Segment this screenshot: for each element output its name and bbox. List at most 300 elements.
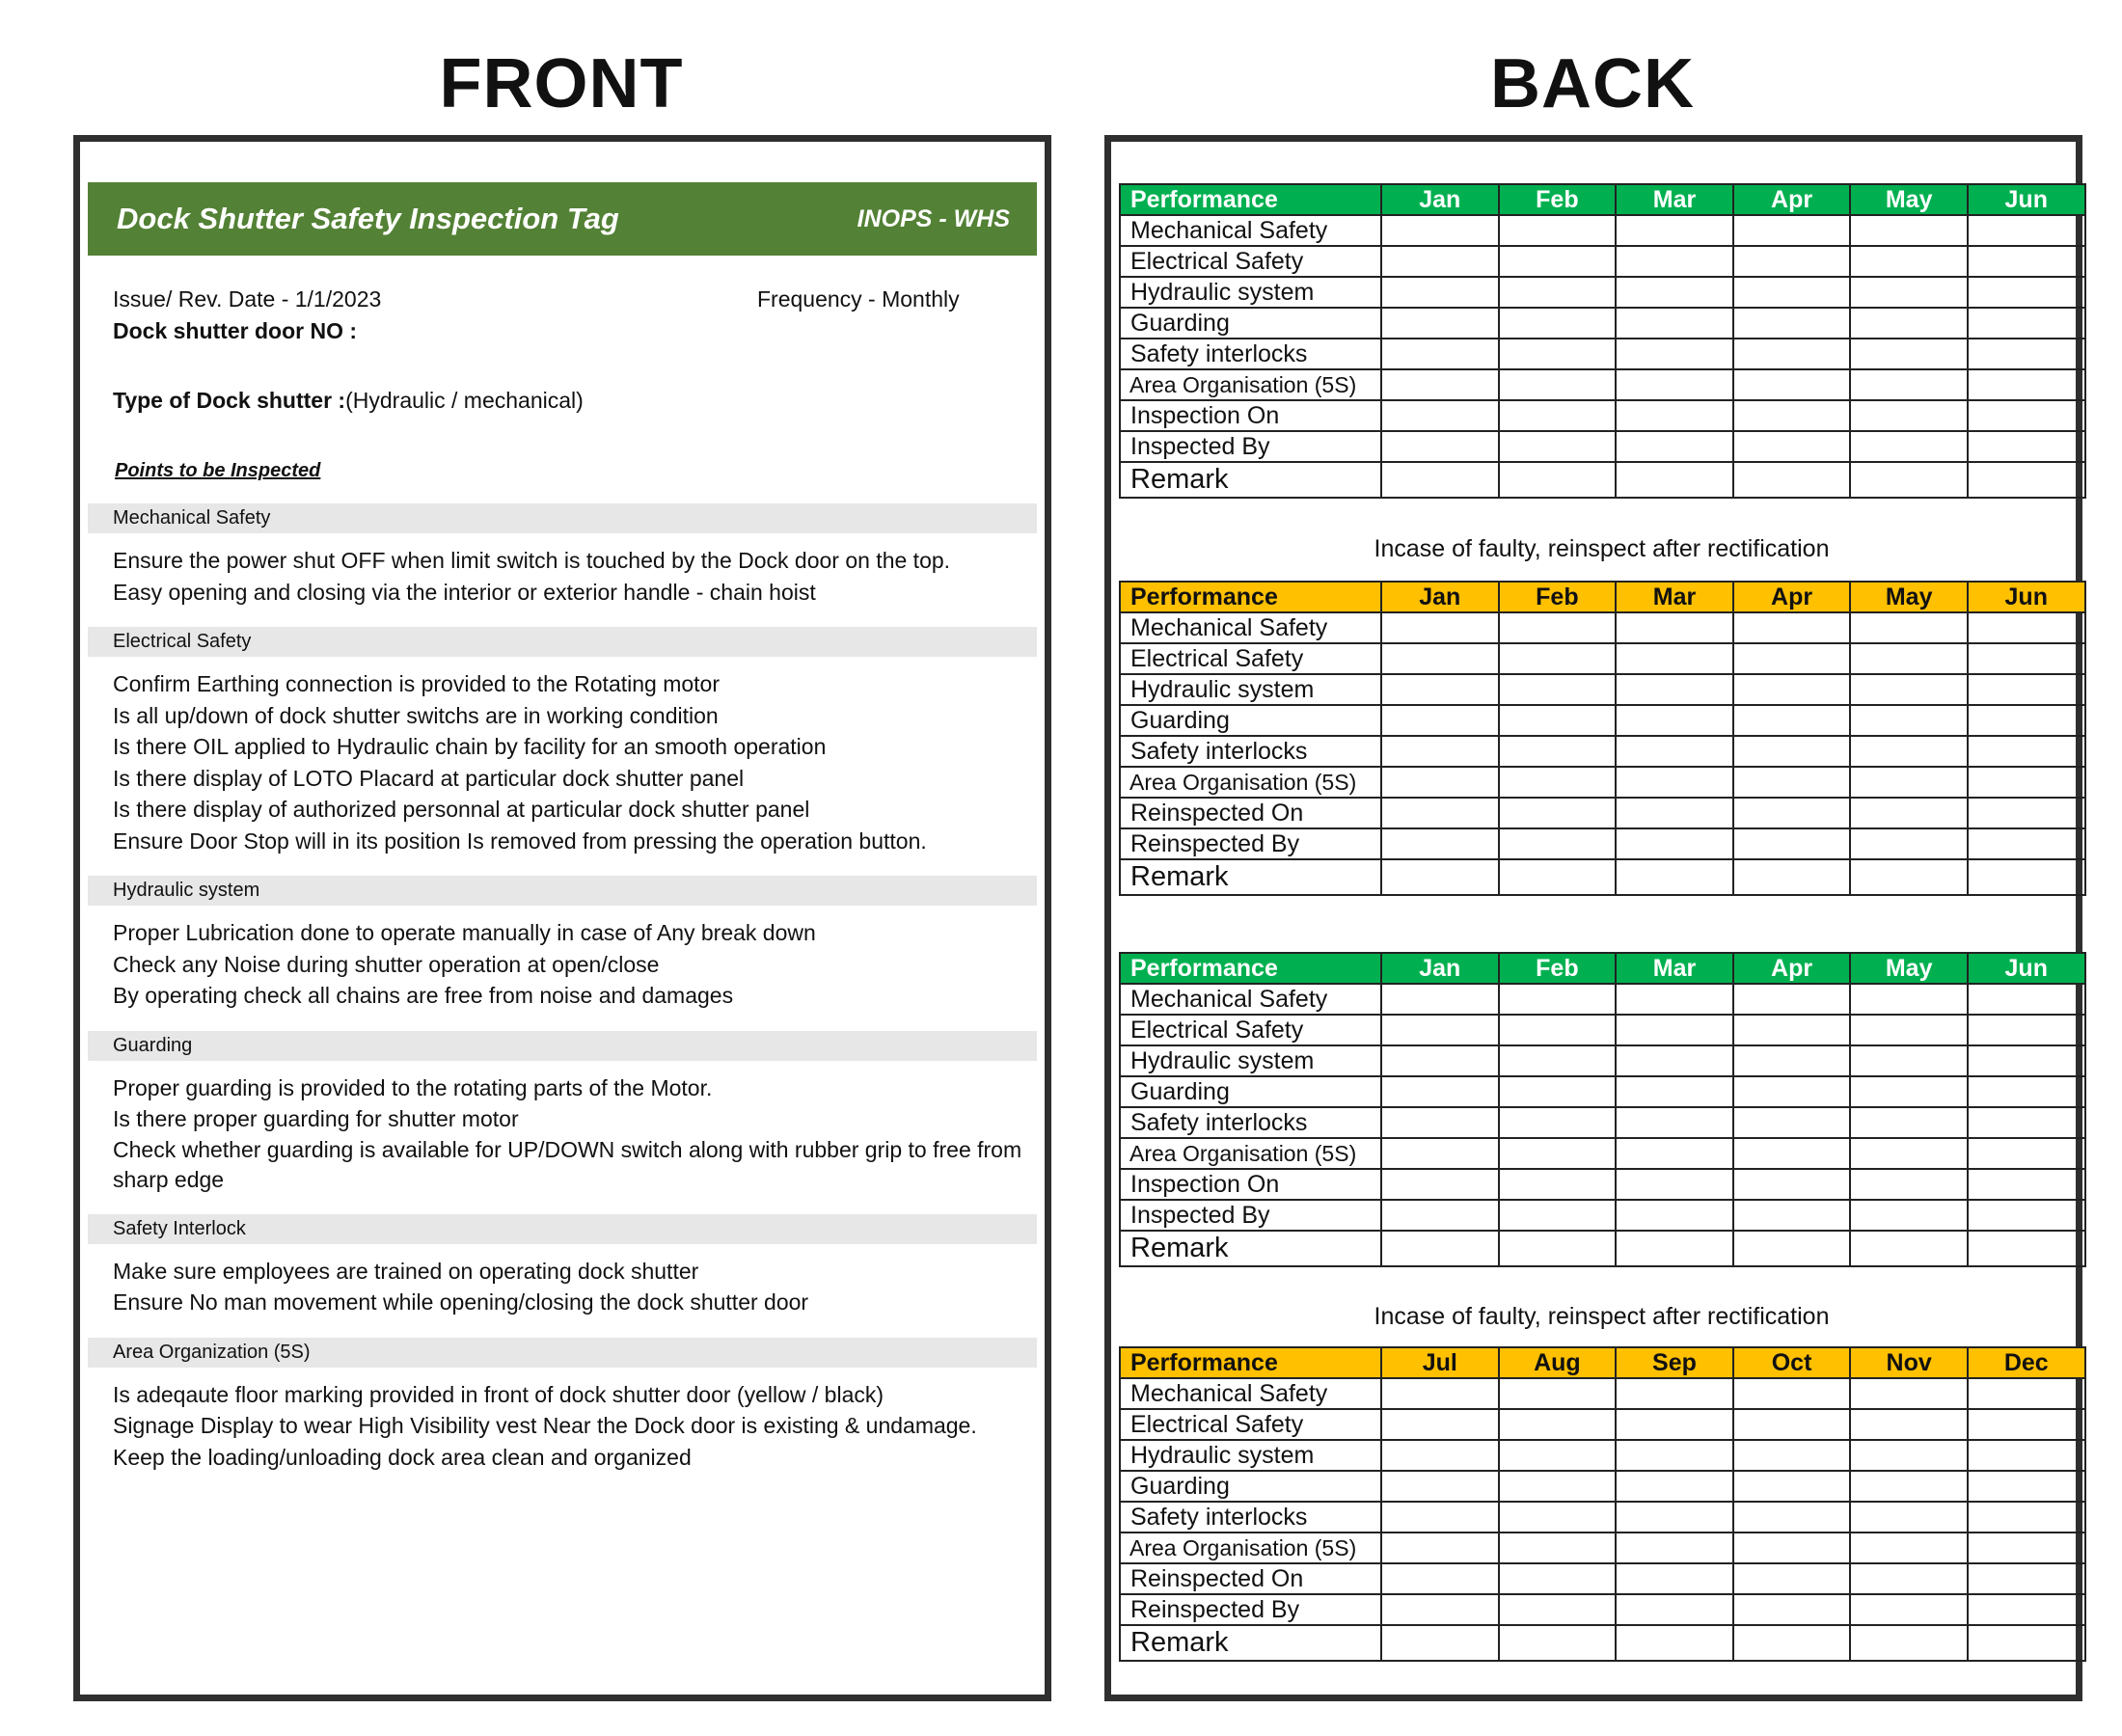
inspection-point: Is there OIL applied to Hydraulic chain by facility for an smooth operation xyxy=(113,734,827,759)
entry-cell[interactable] xyxy=(1850,705,1968,736)
month-header: Jun xyxy=(1968,953,2085,984)
row-label: Reinspected On xyxy=(1120,798,1381,828)
entry-cell[interactable] xyxy=(1499,1471,1617,1502)
section-body xyxy=(88,1368,1037,1493)
entry-cell[interactable] xyxy=(1850,1409,1968,1440)
inspection-point: Is adeqaute floor marking provided in front of dock shutter door (yellow / black) xyxy=(113,1381,884,1407)
entry-cell[interactable] xyxy=(1733,1231,1851,1266)
entry-cell[interactable] xyxy=(1381,1231,1499,1266)
entry-cell[interactable] xyxy=(1499,462,1617,498)
entry-cell[interactable] xyxy=(1616,1502,1733,1533)
entry-cell[interactable] xyxy=(1968,1409,2085,1440)
table-row xyxy=(1120,643,2085,674)
entry-cell[interactable] xyxy=(1850,1378,1968,1409)
entry-cell[interactable] xyxy=(1733,828,1851,859)
entry-cell[interactable] xyxy=(1850,1045,1968,1076)
entry-cell[interactable] xyxy=(1616,1471,1733,1502)
entry-cell[interactable] xyxy=(1850,462,1968,498)
entry-cell[interactable] xyxy=(1968,1076,2085,1107)
entry-cell[interactable] xyxy=(1850,1231,1968,1266)
entry-cell[interactable] xyxy=(1499,828,1617,859)
tag-title: Dock Shutter Safety Inspection Tag xyxy=(117,202,619,235)
entry-cell[interactable] xyxy=(1733,674,1851,705)
entry-cell[interactable] xyxy=(1616,1200,1733,1231)
entry-cell[interactable] xyxy=(1499,1076,1617,1107)
entry-cell[interactable] xyxy=(1968,308,2085,339)
entry-cell[interactable] xyxy=(1381,431,1499,462)
table-row xyxy=(1120,215,2085,246)
front-title: FRONT xyxy=(439,45,684,122)
entry-cell[interactable] xyxy=(1499,1138,1617,1169)
row-label: Remark xyxy=(1120,1231,1381,1266)
performance-table xyxy=(1119,183,2086,499)
entry-cell[interactable] xyxy=(1381,400,1499,431)
entry-cell[interactable] xyxy=(1381,1440,1499,1471)
inspection-point: Is there proper guarding for shutter motor xyxy=(113,1106,519,1131)
entry-cell[interactable] xyxy=(1616,798,1733,828)
frequency: Frequency - Monthly xyxy=(757,286,960,312)
entry-cell[interactable] xyxy=(1968,736,2085,767)
entry-cell[interactable] xyxy=(1499,308,1617,339)
entry-cell[interactable] xyxy=(1499,1563,1617,1594)
month-header: Feb xyxy=(1499,953,1617,984)
entry-cell[interactable] xyxy=(1850,798,1968,828)
entry-cell[interactable] xyxy=(1968,369,2085,400)
row-label: Guarding xyxy=(1120,1076,1381,1107)
entry-cell[interactable] xyxy=(1616,339,1733,369)
entry-cell[interactable] xyxy=(1381,1594,1499,1625)
entry-cell[interactable] xyxy=(1733,767,1851,798)
table-row xyxy=(1120,1169,2085,1200)
entry-cell[interactable] xyxy=(1968,1502,2085,1533)
entry-cell[interactable] xyxy=(1850,1076,1968,1107)
entry-cell[interactable] xyxy=(1968,277,2085,308)
entry-cell[interactable] xyxy=(1499,984,1617,1015)
shutter-type-line xyxy=(113,388,584,414)
entry-cell[interactable] xyxy=(1499,277,1617,308)
entry-cell[interactable] xyxy=(1381,369,1499,400)
entry-cell[interactable] xyxy=(1968,1625,2085,1661)
entry-cell[interactable] xyxy=(1616,1440,1733,1471)
entry-cell[interactable] xyxy=(1499,431,1617,462)
entry-cell[interactable] xyxy=(1499,767,1617,798)
entry-cell[interactable] xyxy=(1968,798,2085,828)
entry-cell[interactable] xyxy=(1499,1200,1617,1231)
entry-cell[interactable] xyxy=(1616,431,1733,462)
entry-cell[interactable] xyxy=(1499,1594,1617,1625)
entry-cell[interactable] xyxy=(1850,612,1968,643)
entry-cell[interactable] xyxy=(1968,612,2085,643)
inspection-point: Is there display of LOTO Placard at particular dock shutter panel xyxy=(113,765,745,791)
row-label: Remark xyxy=(1120,462,1381,498)
entry-cell[interactable] xyxy=(1968,1107,2085,1138)
entry-cell[interactable] xyxy=(1968,431,2085,462)
entry-cell[interactable] xyxy=(1850,339,1968,369)
entry-cell[interactable] xyxy=(1968,1533,2085,1563)
entry-cell[interactable] xyxy=(1499,1231,1617,1266)
entry-cell[interactable] xyxy=(1733,1409,1851,1440)
entry-cell[interactable] xyxy=(1499,1169,1617,1200)
entry-cell[interactable] xyxy=(1499,1378,1617,1409)
entry-cell[interactable] xyxy=(1381,1169,1499,1200)
row-label: Mechanical Safety xyxy=(1120,1378,1381,1409)
entry-cell[interactable] xyxy=(1499,1045,1617,1076)
entry-cell[interactable] xyxy=(1850,1471,1968,1502)
entry-cell[interactable] xyxy=(1968,1200,2085,1231)
entry-cell[interactable] xyxy=(1616,400,1733,431)
entry-cell[interactable] xyxy=(1968,1440,2085,1471)
month-header: Jun xyxy=(1968,184,2085,215)
entry-cell[interactable] xyxy=(1616,828,1733,859)
entry-cell[interactable] xyxy=(1968,1045,2085,1076)
entry-cell[interactable] xyxy=(1616,1076,1733,1107)
inspection-point: Keep the loading/unloading dock area clean and organized xyxy=(113,1444,692,1470)
entry-cell[interactable] xyxy=(1968,828,2085,859)
entry-cell[interactable] xyxy=(1616,1625,1733,1661)
entry-cell[interactable] xyxy=(1499,1625,1617,1661)
entry-cell[interactable] xyxy=(1499,246,1617,277)
entry-cell[interactable] xyxy=(1968,1378,2085,1409)
entry-cell[interactable] xyxy=(1733,1076,1851,1107)
entry-cell[interactable] xyxy=(1733,1169,1851,1200)
entry-cell[interactable] xyxy=(1499,339,1617,369)
inspection-point: Is there display of authorized personnal at particular dock shutter panel xyxy=(113,797,810,822)
table-header-row xyxy=(1120,953,2085,984)
table-row xyxy=(1120,1563,2085,1594)
entry-cell[interactable] xyxy=(1616,984,1733,1015)
entry-cell[interactable] xyxy=(1381,277,1499,308)
entry-cell[interactable] xyxy=(1850,400,1968,431)
entry-cell[interactable] xyxy=(1850,984,1968,1015)
entry-cell[interactable] xyxy=(1850,308,1968,339)
month-header: Aug xyxy=(1499,1347,1617,1378)
entry-cell[interactable] xyxy=(1499,215,1617,246)
inspection-point: Check whether guarding is available for UP/DOWN switch along with rubber grip to free from sharp edge xyxy=(113,1136,1022,1192)
section-heading: Mechanical Safety xyxy=(88,503,1037,533)
entry-cell[interactable] xyxy=(1733,984,1851,1015)
entry-cell[interactable] xyxy=(1850,1563,1968,1594)
entry-cell[interactable] xyxy=(1616,643,1733,674)
entry-cell[interactable] xyxy=(1968,400,2085,431)
month-header: May xyxy=(1850,184,1968,215)
entry-cell[interactable] xyxy=(1968,705,2085,736)
inspection-points xyxy=(88,503,1037,1492)
entry-cell[interactable] xyxy=(1381,1533,1499,1563)
entry-cell[interactable] xyxy=(1381,1625,1499,1661)
month-header: Mar xyxy=(1616,953,1733,984)
performance-header: Performance xyxy=(1120,953,1381,984)
entry-cell[interactable] xyxy=(1733,339,1851,369)
table-row xyxy=(1120,1200,2085,1231)
entry-cell[interactable] xyxy=(1733,798,1851,828)
inspection-point: Signage Display to wear High Visibility vest Near the Dock door is existing & undamage. xyxy=(113,1413,977,1438)
entry-cell[interactable] xyxy=(1850,1625,1968,1661)
entry-cell[interactable] xyxy=(1968,246,2085,277)
entry-cell[interactable] xyxy=(1616,1533,1733,1563)
inspection-point: Proper guarding is provided to the rotating parts of the Motor. xyxy=(113,1074,713,1100)
entry-cell[interactable] xyxy=(1381,1409,1499,1440)
back-title: BACK xyxy=(1490,45,1695,122)
entry-cell[interactable] xyxy=(1616,1378,1733,1409)
entry-cell[interactable] xyxy=(1850,1200,1968,1231)
entry-cell[interactable] xyxy=(1616,1409,1733,1440)
entry-cell[interactable] xyxy=(1733,1107,1851,1138)
entry-cell[interactable] xyxy=(1381,984,1499,1015)
entry-cell[interactable] xyxy=(1499,859,1617,895)
entry-cell[interactable] xyxy=(1850,674,1968,705)
back-card xyxy=(1104,135,2082,1701)
entry-cell[interactable] xyxy=(1968,1138,2085,1169)
entry-cell[interactable] xyxy=(1616,612,1733,643)
entry-cell[interactable] xyxy=(1381,1107,1499,1138)
entry-cell[interactable] xyxy=(1381,308,1499,339)
row-label: Mechanical Safety xyxy=(1120,984,1381,1015)
entry-cell[interactable] xyxy=(1381,1563,1499,1594)
entry-cell[interactable] xyxy=(1968,215,2085,246)
entry-cell[interactable] xyxy=(1499,674,1617,705)
entry-cell[interactable] xyxy=(1733,643,1851,674)
entry-cell[interactable] xyxy=(1733,1015,1851,1045)
entry-cell[interactable] xyxy=(1499,369,1617,400)
performance-header: Performance xyxy=(1120,184,1381,215)
table-row xyxy=(1120,246,2085,277)
entry-cell[interactable] xyxy=(1381,1076,1499,1107)
entry-cell[interactable] xyxy=(1381,1015,1499,1045)
entry-cell[interactable] xyxy=(1499,1015,1617,1045)
entry-cell[interactable] xyxy=(1733,1502,1851,1533)
table-row xyxy=(1120,308,2085,339)
entry-cell[interactable] xyxy=(1968,1015,2085,1045)
entry-cell[interactable] xyxy=(1616,1107,1733,1138)
entry-cell[interactable] xyxy=(1616,1563,1733,1594)
row-label: Reinspected On xyxy=(1120,1563,1381,1594)
entry-cell[interactable] xyxy=(1733,859,1851,895)
entry-cell[interactable] xyxy=(1850,369,1968,400)
entry-cell[interactable] xyxy=(1733,1138,1851,1169)
entry-cell[interactable] xyxy=(1733,1625,1851,1661)
entry-cell[interactable] xyxy=(1850,643,1968,674)
inspection-point: Ensure No man movement while opening/closing the dock shutter door xyxy=(113,1289,809,1315)
section-heading: Electrical Safety xyxy=(88,627,1037,657)
entry-cell[interactable] xyxy=(1499,643,1617,674)
row-label: Mechanical Safety xyxy=(1120,612,1381,643)
entry-cell[interactable] xyxy=(1381,1045,1499,1076)
entry-cell[interactable] xyxy=(1850,859,1968,895)
entry-cell[interactable] xyxy=(1850,1138,1968,1169)
entry-cell[interactable] xyxy=(1733,612,1851,643)
tag-header xyxy=(88,182,1037,256)
entry-cell[interactable] xyxy=(1733,246,1851,277)
entry-cell[interactable] xyxy=(1381,1502,1499,1533)
entry-cell[interactable] xyxy=(1968,339,2085,369)
entry-cell[interactable] xyxy=(1616,674,1733,705)
entry-cell[interactable] xyxy=(1381,1471,1499,1502)
month-header: Apr xyxy=(1733,953,1851,984)
month-header: May xyxy=(1850,953,1968,984)
entry-cell[interactable] xyxy=(1616,369,1733,400)
row-label: Hydraulic system xyxy=(1120,674,1381,705)
entry-cell[interactable] xyxy=(1381,643,1499,674)
entry-cell[interactable] xyxy=(1850,1533,1968,1563)
month-header: Mar xyxy=(1616,184,1733,215)
entry-cell[interactable] xyxy=(1850,1594,1968,1625)
entry-cell[interactable] xyxy=(1616,277,1733,308)
entry-cell[interactable] xyxy=(1381,246,1499,277)
table-row xyxy=(1120,1378,2085,1409)
month-header: May xyxy=(1850,582,1968,612)
row-label: Reinspected By xyxy=(1120,828,1381,859)
table-row xyxy=(1120,1045,2085,1076)
month-header: Jan xyxy=(1381,953,1499,984)
row-label: Hydraulic system xyxy=(1120,1045,1381,1076)
entry-cell[interactable] xyxy=(1616,1169,1733,1200)
inspection-point: Make sure employees are trained on operating dock shutter xyxy=(113,1258,699,1284)
row-label: Safety interlocks xyxy=(1120,1107,1381,1138)
entry-cell[interactable] xyxy=(1850,1440,1968,1471)
section-body xyxy=(88,906,1037,1031)
entry-cell[interactable] xyxy=(1616,1015,1733,1045)
month-header: Feb xyxy=(1499,582,1617,612)
section-heading: Safety Interlock xyxy=(88,1214,1037,1244)
entry-cell[interactable] xyxy=(1616,1231,1733,1266)
table-row xyxy=(1120,1138,2085,1169)
entry-cell[interactable] xyxy=(1733,462,1851,498)
section-heading: Hydraulic system xyxy=(88,876,1037,906)
entry-cell[interactable] xyxy=(1499,1440,1617,1471)
issue-date: Issue/ Rev. Date - 1/1/2023 xyxy=(113,286,382,312)
entry-cell[interactable] xyxy=(1499,1533,1617,1563)
entry-cell[interactable] xyxy=(1733,736,1851,767)
entry-cell[interactable] xyxy=(1381,215,1499,246)
row-label: Electrical Safety xyxy=(1120,246,1381,277)
entry-cell[interactable] xyxy=(1381,674,1499,705)
entry-cell[interactable] xyxy=(1733,1045,1851,1076)
entry-cell[interactable] xyxy=(1499,736,1617,767)
entry-cell[interactable] xyxy=(1499,1502,1617,1533)
entry-cell[interactable] xyxy=(1850,246,1968,277)
entry-cell[interactable] xyxy=(1616,1594,1733,1625)
entry-cell[interactable] xyxy=(1381,339,1499,369)
row-label: Safety interlocks xyxy=(1120,736,1381,767)
entry-cell[interactable] xyxy=(1968,1471,2085,1502)
table-row xyxy=(1120,431,2085,462)
table-row xyxy=(1120,1409,2085,1440)
entry-cell[interactable] xyxy=(1616,1045,1733,1076)
entry-cell[interactable] xyxy=(1499,1409,1617,1440)
table-row xyxy=(1120,1625,2085,1661)
entry-cell[interactable] xyxy=(1733,215,1851,246)
inspection-point: Check any Noise during shutter operation at open/close xyxy=(113,951,660,977)
entry-cell[interactable] xyxy=(1850,1015,1968,1045)
entry-cell[interactable] xyxy=(1499,705,1617,736)
entry-cell[interactable] xyxy=(1968,767,2085,798)
performance-table xyxy=(1119,581,2086,896)
entry-cell[interactable] xyxy=(1733,431,1851,462)
entry-cell[interactable] xyxy=(1381,1378,1499,1409)
table-header-row xyxy=(1120,1347,2085,1378)
entry-cell[interactable] xyxy=(1850,767,1968,798)
entry-cell[interactable] xyxy=(1850,1107,1968,1138)
door-number-label: Dock shutter door NO : xyxy=(113,318,358,343)
entry-cell[interactable] xyxy=(1616,215,1733,246)
entry-cell[interactable] xyxy=(1968,1594,2085,1625)
table-header-row xyxy=(1120,582,2085,612)
entry-cell[interactable] xyxy=(1381,767,1499,798)
entry-cell[interactable] xyxy=(1733,1440,1851,1471)
entry-cell[interactable] xyxy=(1850,1169,1968,1200)
entry-cell[interactable] xyxy=(1733,1471,1851,1502)
entry-cell[interactable] xyxy=(1968,859,2085,895)
entry-cell[interactable] xyxy=(1381,612,1499,643)
row-label: Area Organisation (5S) xyxy=(1120,1533,1381,1563)
month-header: Apr xyxy=(1733,184,1851,215)
entry-cell[interactable] xyxy=(1499,798,1617,828)
entry-cell[interactable] xyxy=(1968,1563,2085,1594)
entry-cell[interactable] xyxy=(1616,705,1733,736)
row-label: Remark xyxy=(1120,859,1381,895)
entry-cell[interactable] xyxy=(1968,462,2085,498)
entry-cell[interactable] xyxy=(1968,643,2085,674)
entry-cell[interactable] xyxy=(1850,215,1968,246)
entry-cell[interactable] xyxy=(1733,1594,1851,1625)
entry-cell[interactable] xyxy=(1850,277,1968,308)
entry-cell[interactable] xyxy=(1733,1563,1851,1594)
entry-cell[interactable] xyxy=(1968,1231,2085,1266)
entry-cell[interactable] xyxy=(1381,828,1499,859)
entry-cell[interactable] xyxy=(1616,859,1733,895)
entry-cell[interactable] xyxy=(1616,308,1733,339)
entry-cell[interactable] xyxy=(1381,859,1499,895)
entry-cell[interactable] xyxy=(1733,1378,1851,1409)
month-header: Jan xyxy=(1381,184,1499,215)
table-row xyxy=(1120,612,2085,643)
entry-cell[interactable] xyxy=(1850,828,1968,859)
entry-cell[interactable] xyxy=(1733,1533,1851,1563)
entry-cell[interactable] xyxy=(1850,1502,1968,1533)
entry-cell[interactable] xyxy=(1381,736,1499,767)
entry-cell[interactable] xyxy=(1616,1138,1733,1169)
entry-cell[interactable] xyxy=(1381,1138,1499,1169)
entry-cell[interactable] xyxy=(1616,462,1733,498)
entry-cell[interactable] xyxy=(1381,462,1499,498)
entry-cell[interactable] xyxy=(1499,400,1617,431)
entry-cell[interactable] xyxy=(1850,431,1968,462)
entry-cell[interactable] xyxy=(1733,1200,1851,1231)
entry-cell[interactable] xyxy=(1733,277,1851,308)
entry-cell[interactable] xyxy=(1616,767,1733,798)
entry-cell[interactable] xyxy=(1968,984,2085,1015)
entry-cell[interactable] xyxy=(1616,736,1733,767)
row-label: Area Organisation (5S) xyxy=(1120,369,1381,400)
entry-cell[interactable] xyxy=(1499,1107,1617,1138)
entry-cell[interactable] xyxy=(1733,705,1851,736)
entry-cell[interactable] xyxy=(1733,308,1851,339)
entry-cell[interactable] xyxy=(1499,612,1617,643)
entry-cell[interactable] xyxy=(1850,736,1968,767)
entry-cell[interactable] xyxy=(1381,705,1499,736)
entry-cell[interactable] xyxy=(1381,1200,1499,1231)
entry-cell[interactable] xyxy=(1733,369,1851,400)
table-header-row xyxy=(1120,184,2085,215)
entry-cell[interactable] xyxy=(1733,400,1851,431)
table-row xyxy=(1120,369,2085,400)
entry-cell[interactable] xyxy=(1616,246,1733,277)
performance-header: Performance xyxy=(1120,582,1381,612)
entry-cell[interactable] xyxy=(1381,798,1499,828)
month-header: Dec xyxy=(1968,1347,2085,1378)
entry-cell[interactable] xyxy=(1968,674,2085,705)
entry-cell[interactable] xyxy=(1968,1169,2085,1200)
